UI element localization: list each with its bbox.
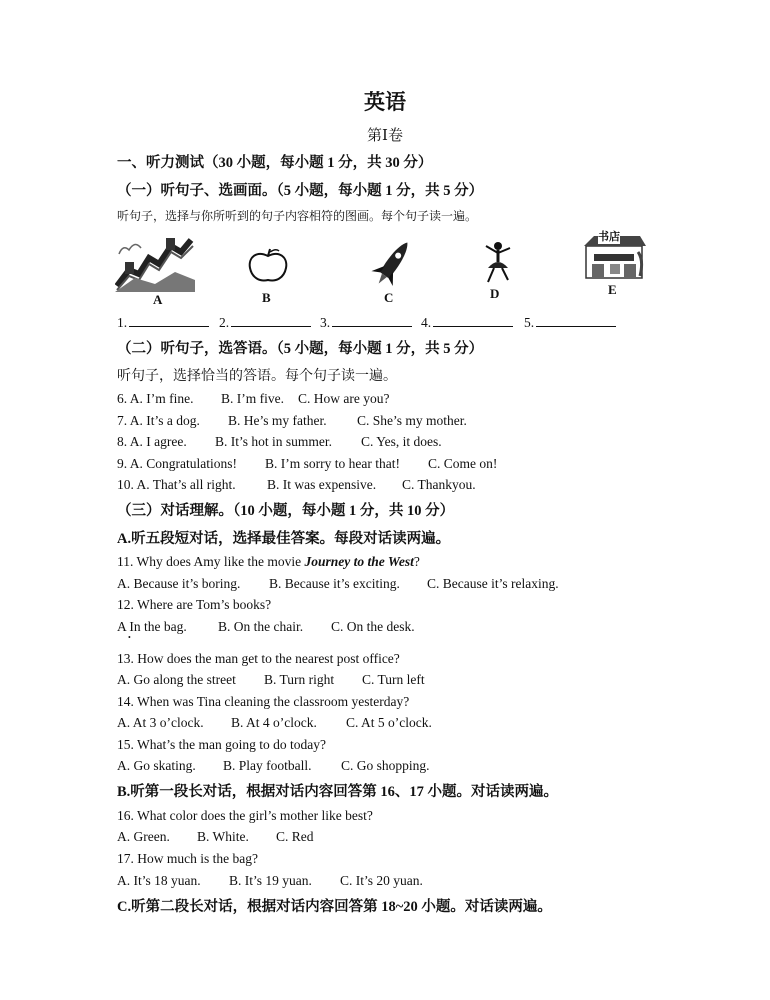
answer-blank-5[interactable] bbox=[524, 314, 616, 331]
question-17: 17. How much is the bag? bbox=[117, 851, 258, 866]
volume-label: 第Ⅰ卷 bbox=[367, 128, 403, 144]
blank-number: 3. bbox=[320, 315, 331, 330]
page-title: 英语 bbox=[364, 90, 406, 114]
option-row: 10. A. That’s all right. bbox=[117, 477, 236, 492]
option-row: C. Yes, it does. bbox=[361, 434, 442, 449]
picture-e bbox=[584, 232, 648, 302]
option-row: C. Because it’s relaxing. bbox=[427, 576, 559, 591]
option-row: A. Go along the street bbox=[117, 672, 236, 687]
answer-blank-2[interactable] bbox=[219, 314, 311, 331]
picture-c-letter: C bbox=[384, 290, 394, 305]
picture-e-letter: E bbox=[608, 282, 617, 297]
option-row: B. It’s hot in summer. bbox=[215, 434, 333, 449]
stray-dot: • bbox=[128, 633, 131, 642]
picture-a bbox=[115, 234, 195, 306]
option-row: B. Because it’s exciting. bbox=[269, 576, 400, 591]
option-row: 7. A. It’s a dog. bbox=[117, 413, 200, 428]
option-row: 8. A. I agree. bbox=[117, 434, 187, 449]
picture-b bbox=[246, 248, 296, 308]
option-row: B. On the chair. bbox=[218, 619, 304, 634]
answer-blank-4[interactable] bbox=[421, 314, 513, 331]
blank-number: 1. bbox=[117, 315, 128, 330]
option-row: C. On the desk. bbox=[331, 619, 415, 634]
part2-heading: （二）听句子，选答语。（5 小题，每小题 1 分，共 5 分） bbox=[117, 341, 484, 357]
option-row: 9. A. Congratulations! bbox=[117, 456, 237, 471]
option-row: C. Red bbox=[276, 829, 314, 844]
answer-blank-1[interactable] bbox=[117, 314, 209, 331]
movie-title: Journey to the West bbox=[304, 554, 414, 569]
question-16: 16. What color does the girl’s mother like best? bbox=[117, 808, 373, 823]
option-row: A. Because it’s boring. bbox=[117, 576, 241, 591]
picture-a-letter: A bbox=[153, 292, 163, 307]
option-row: C. Come on! bbox=[428, 456, 498, 471]
part1-heading: （一）听句子、选画面。（5 小题，每小题 1 分，共 5 分） bbox=[117, 183, 484, 199]
option-row: C. Turn left bbox=[362, 672, 425, 687]
question-11: 11. Why does Amy like the movie Journey to the West? bbox=[117, 554, 420, 569]
part1-instruction: 听句子，选择与你所听到的句子内容相符的图画。每个句子读一遍。 bbox=[117, 209, 478, 223]
blank-number: 2. bbox=[219, 315, 230, 330]
option-row: C. Thankyou. bbox=[402, 477, 476, 492]
blank-number: 5. bbox=[524, 315, 535, 330]
option-row: B. Turn right bbox=[264, 672, 335, 687]
option-row: B. I’m sorry to hear that! bbox=[265, 456, 400, 471]
picture-d bbox=[478, 240, 528, 306]
answer-blank-3[interactable] bbox=[320, 314, 412, 331]
option-row: B. It’s 19 yuan. bbox=[229, 873, 312, 888]
rocket-icon bbox=[370, 236, 416, 290]
option-row: C. At 5 o’clock. bbox=[346, 715, 432, 730]
great-wall-icon bbox=[115, 234, 195, 292]
option-row: C. Go shopping. bbox=[341, 758, 430, 773]
option-row: 6. A. I’m fine. bbox=[117, 391, 194, 406]
option-row: A. At 3 o’clock. bbox=[117, 715, 204, 730]
blank-number: 4. bbox=[421, 315, 432, 330]
option-row: C. She’s my mother. bbox=[357, 413, 467, 428]
option-row: A. Go skating. bbox=[117, 758, 196, 773]
option-row: B. He’s my father. bbox=[228, 413, 327, 428]
section-b-heading: B.听第一段长对话，根据对话内容回答第 16、17 小题。对话读两遍。 bbox=[117, 784, 559, 800]
dancer-icon bbox=[478, 240, 522, 286]
option-row: B. White. bbox=[197, 829, 249, 844]
section-c-heading: C.听第二段长对话，根据对话内容回答第 18~20 小题。对话读两遍。 bbox=[117, 899, 552, 915]
section-a-heading: A.听五段短对话，选择最佳答案。每段对话读两遍。 bbox=[117, 531, 451, 547]
question-12: 12. Where are Tom’s books? bbox=[117, 597, 272, 612]
option-row: C. It’s 20 yuan. bbox=[340, 873, 423, 888]
picture-b-letter: B bbox=[262, 290, 271, 305]
apple-icon bbox=[246, 248, 290, 284]
option-row: C. How are you? bbox=[298, 391, 390, 406]
option-row: A. Green. bbox=[117, 829, 170, 844]
picture-d-letter: D bbox=[490, 286, 500, 301]
part3-heading: （三）对话理解。（10 小题，每小题 1 分，共 10 分） bbox=[117, 503, 455, 519]
part2-instruction: 听句子，选择恰当的答语。每个句子读一遍。 bbox=[117, 369, 397, 384]
option-row: B. At 4 o’clock. bbox=[231, 715, 317, 730]
picture-c bbox=[370, 236, 420, 308]
question-13: 13. How does the man get to the nearest post office? bbox=[117, 651, 400, 666]
option-row: A. It’s 18 yuan. bbox=[117, 873, 201, 888]
option-row: B. Play football. bbox=[223, 758, 312, 773]
section-heading: 一、听力测试（30 小题，每小题 1 分，共 30 分） bbox=[117, 155, 433, 171]
option-row: A In the bag. bbox=[117, 619, 187, 634]
question-15: 15. What’s the man going to do today? bbox=[117, 737, 326, 752]
question-14: 14. When was Tina cleaning the classroom yesterday? bbox=[117, 694, 410, 709]
option-row: B. It was expensive. bbox=[267, 477, 377, 492]
bookstore-sign: 书店 bbox=[598, 230, 620, 243]
option-row: B. I’m five. bbox=[221, 391, 284, 406]
